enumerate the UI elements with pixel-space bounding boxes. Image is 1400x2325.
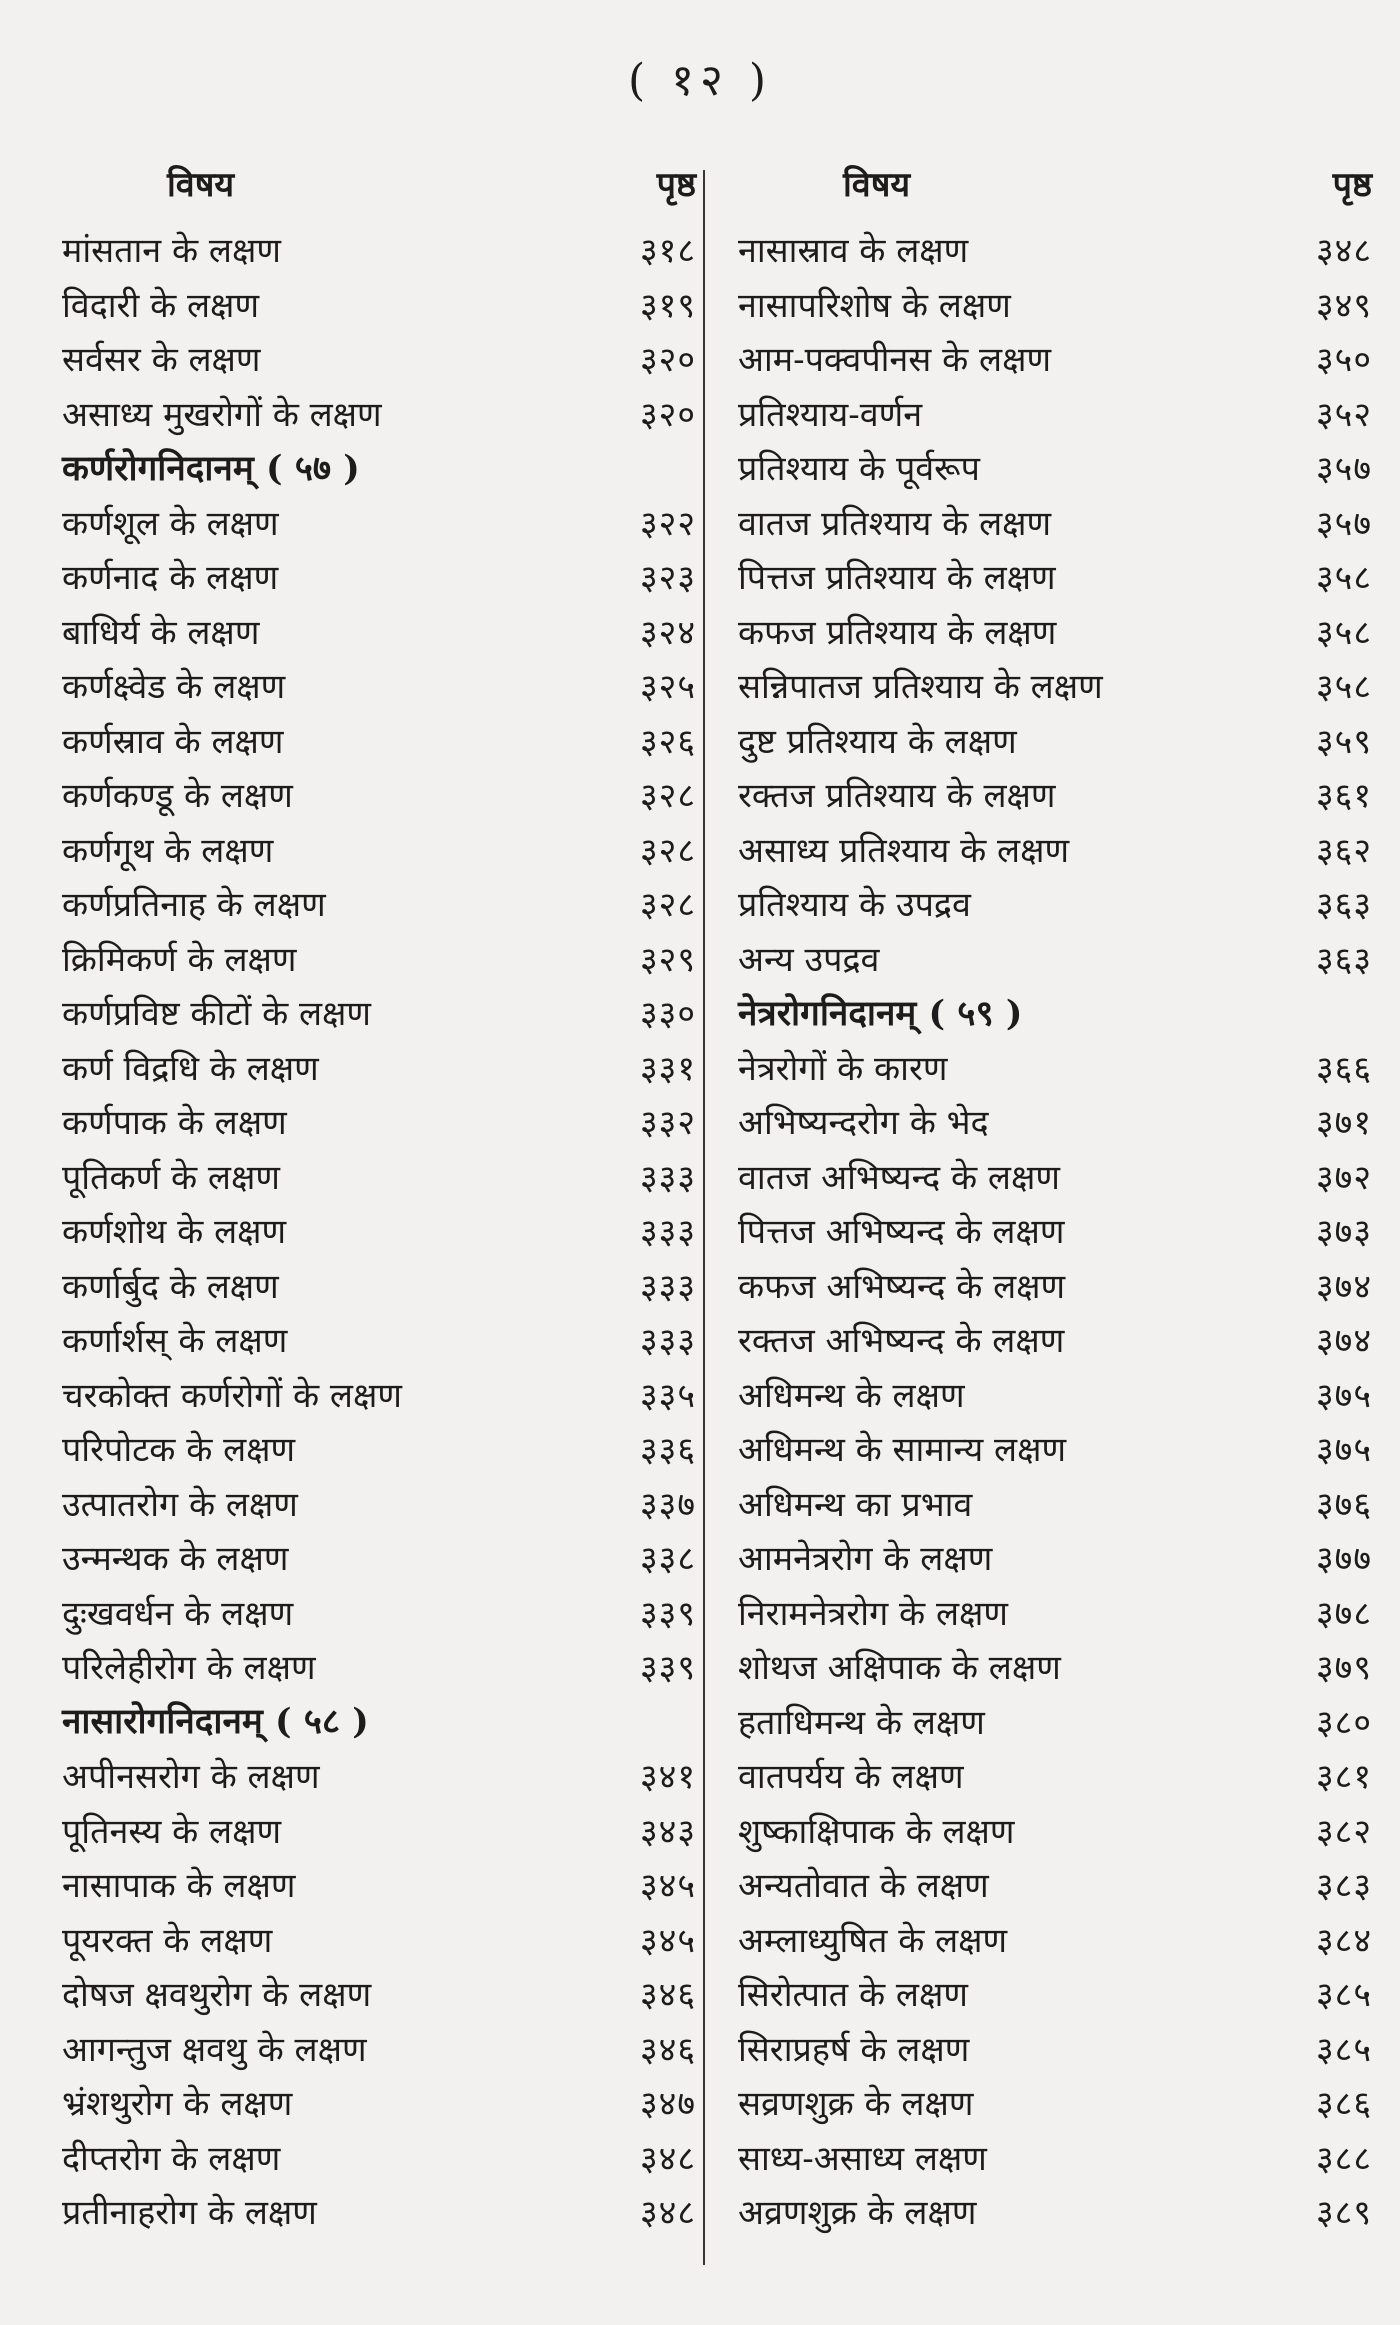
contents-entry (738, 658, 1378, 713)
entry-page-number: ३२८ (639, 885, 696, 926)
entry-title: कर्णशूल के लक्षण (62, 503, 279, 544)
contents-entry (62, 2075, 702, 2130)
entry-title: प्रतीनाहरोग के लक्षण (62, 2193, 317, 2234)
entry-title: निरामनेत्ररोग के लक्षण (738, 1593, 1008, 1634)
entry-page-number: ३४६ (639, 1975, 696, 2016)
contents-entry (62, 1748, 702, 1803)
contents-entry (738, 2184, 1378, 2239)
contents-entry (62, 931, 702, 986)
entry-page-number: ३४८ (1315, 231, 1372, 272)
entry-title: दीप्तरोग के लक्षण (62, 2138, 281, 2179)
contents-entry (62, 1803, 702, 1858)
contents-entry (62, 1966, 702, 2021)
contents-entry (738, 1476, 1378, 1531)
entry-title: कर्णनाद के लक्षण (62, 558, 279, 599)
entry-page-number: ३४७ (639, 2084, 696, 2125)
entry-page-number: ३३९ (639, 1593, 696, 1634)
contents-entry (62, 658, 702, 713)
entry-page-number: ३५८ (1315, 612, 1372, 653)
contents-entry (62, 876, 702, 931)
entry-page-number: ३५२ (1315, 394, 1372, 435)
entry-title: उत्पातरोग के लक्षण (62, 1484, 298, 1525)
entry-title: मांसतान के लक्षण (62, 231, 281, 272)
entry-title: अपीनसरोग के लक्षण (62, 1757, 320, 1798)
entry-title: कर्णार्बुद के लक्षण (62, 1266, 279, 1307)
entry-page-number: ३४६ (639, 2029, 696, 2070)
entry-title: विदारी के लक्षण (62, 285, 260, 326)
contents-entry (738, 1094, 1378, 1149)
entry-page-number: ३३३ (639, 1266, 696, 1307)
contents-entry (738, 1639, 1378, 1694)
contents-entry (62, 495, 702, 550)
entry-title: कर्णस्राव के लक्षण (62, 721, 284, 762)
right-column-header (738, 160, 1378, 222)
page-number: ( १२ ) (627, 55, 773, 106)
entry-title: कर्णप्रविष्ट कीटों के लक्षण (62, 994, 372, 1035)
entry-title: कर्णक्ष्वेड के लक्षण (62, 667, 286, 708)
contents-entry (738, 222, 1378, 277)
entry-title: हताधिमन्थ के लक्षण (738, 1702, 985, 1743)
entry-page-number: ३५८ (1315, 667, 1372, 708)
entry-title: कर्णशोथ के लक्षण (62, 1212, 287, 1253)
entry-title: सिराप्रहर्ष के लक्षण (738, 2029, 970, 2070)
entry-page-number: ३५० (1315, 340, 1372, 381)
entry-title: वातज प्रतिश्याय के लक्षण (738, 503, 1052, 544)
entry-title: नासापरिशोष के लक्षण (738, 285, 1011, 326)
column-divider (703, 170, 705, 2265)
entry-title: सन्निपातज प्रतिश्याय के लक्षण (738, 667, 1103, 708)
contents-entry (738, 2021, 1378, 2076)
entry-title: कर्णप्रतिनाह के लक्षण (62, 885, 326, 926)
entry-page-number: ३५९ (1315, 721, 1372, 762)
entry-page-number: ३७४ (1315, 1266, 1372, 1307)
entry-title: शुष्काक्षिपाक के लक्षण (738, 1811, 1015, 1852)
contents-entry (62, 1312, 702, 1367)
entry-page-number: ३२९ (639, 939, 696, 980)
entry-page-number: ३२५ (639, 667, 696, 708)
section-title: नासारोगनिदानम् ( ५८ ) (62, 1701, 369, 1743)
entry-title: कर्णपाक के लक्षण (62, 1103, 287, 1144)
entry-page-number: ३८५ (1315, 2029, 1372, 2070)
entry-title: दुष्ट प्रतिश्याय के लक्षण (738, 721, 1017, 762)
page-heading: पृष्ठ (1332, 165, 1372, 205)
entry-page-number: ३१९ (639, 285, 696, 326)
section-heading (738, 985, 1378, 1040)
entry-title: सिरोत्पात के लक्षण (738, 1975, 968, 2016)
entry-title: कर्णगूथ के लक्षण (62, 830, 274, 871)
contents-entry (62, 604, 702, 659)
entry-title: कफज प्रतिश्याय के लक्षण (738, 612, 1057, 653)
contents-entry (738, 1203, 1378, 1258)
entry-title: असाध्य प्रतिश्याय के लक्षण (738, 830, 1070, 871)
section-heading (62, 440, 702, 495)
entry-title: पूयरक्त के लक्षण (62, 1920, 273, 1961)
entry-title: आमनेत्ररोग के लक्षण (738, 1539, 993, 1580)
entry-title: शोथज अक्षिपाक के लक्षण (738, 1648, 1061, 1689)
page-heading: पृष्ठ (656, 165, 696, 205)
entry-title: अभिष्यन्दरोग के भेद (738, 1103, 989, 1144)
contents-entry (62, 1530, 702, 1585)
contents-entry (62, 985, 702, 1040)
contents-entry (62, 277, 702, 332)
contents-entry (738, 277, 1378, 332)
section-title: नेत्ररोगनिदानम् ( ५९ ) (738, 992, 1023, 1034)
entry-page-number: ३८२ (1315, 1811, 1372, 1852)
contents-entry (62, 549, 702, 604)
entry-page-number: ३४८ (639, 2193, 696, 2234)
entry-page-number: ३२८ (639, 776, 696, 817)
entry-title: अम्लाध्युषित के लक्षण (738, 1920, 1008, 1961)
entry-title: रक्तज प्रतिश्याय के लक्षण (738, 776, 1056, 817)
entry-title: अव्रणशुक्र के लक्षण (738, 2193, 977, 2234)
entry-title: पित्तज प्रतिश्याय के लक्षण (738, 558, 1056, 599)
entry-page-number: ३७८ (1315, 1593, 1372, 1634)
entry-title: साध्य-असाध्य लक्षण (738, 2138, 987, 2179)
contents-entry (738, 604, 1378, 659)
contents-entry (738, 386, 1378, 441)
entry-page-number: ३२६ (639, 721, 696, 762)
entry-page-number: ३७१ (1315, 1103, 1372, 1144)
contents-entry (738, 440, 1378, 495)
entry-page-number: ३२४ (639, 612, 696, 653)
entry-title: अधिमन्थ के लक्षण (738, 1375, 965, 1416)
section-title: कर्णरोगनिदानम् ( ५७ ) (62, 447, 360, 489)
entry-page-number: ३७७ (1315, 1539, 1372, 1580)
entry-title: वातज अभिष्यन्द के लक्षण (738, 1157, 1060, 1198)
contents-entry (738, 1857, 1378, 1912)
entry-page-number: ३५७ (1315, 449, 1372, 490)
entry-page-number: ३७३ (1315, 1212, 1372, 1253)
entry-page-number: ३३८ (639, 1539, 696, 1580)
entry-title: कफज अभिष्यन्द के लक्षण (738, 1266, 1066, 1307)
entry-title: उन्मन्थक के लक्षण (62, 1539, 289, 1580)
entry-page-number: ३८४ (1315, 1920, 1372, 1961)
entry-title: वातपर्यय के लक्षण (738, 1757, 964, 1798)
contents-entry (738, 713, 1378, 768)
contents-entry (738, 1258, 1378, 1313)
contents-entry (738, 1803, 1378, 1858)
contents-entry (62, 1421, 702, 1476)
entry-page-number: ३३० (639, 994, 696, 1035)
contents-entry (62, 1040, 702, 1095)
entry-page-number: ३४८ (639, 2138, 696, 2179)
entry-title: कर्णार्शस् के लक्षण (62, 1321, 288, 1362)
entry-title: प्रतिश्याय-वर्णन (738, 394, 923, 435)
contents-entry (738, 822, 1378, 877)
entry-page-number: ३४१ (639, 1757, 696, 1798)
entry-title: असाध्य मुखरोगों के लक्षण (62, 394, 382, 435)
contents-entry (62, 331, 702, 386)
entry-page-number: ३८० (1315, 1702, 1372, 1743)
entry-title: दोषज क्षवथुरोग के लक्षण (62, 1975, 372, 2016)
contents-entry (62, 1367, 702, 1422)
entry-title: अधिमन्थ के सामान्य लक्षण (738, 1430, 1067, 1471)
contents-entry (738, 1748, 1378, 1803)
entry-page-number: ३२० (639, 394, 696, 435)
entry-page-number: ३३३ (639, 1212, 696, 1253)
entry-page-number: ३५७ (1315, 503, 1372, 544)
entry-page-number: ३७५ (1315, 1375, 1372, 1416)
right-contents-list (738, 222, 1378, 2239)
contents-entry (738, 2075, 1378, 2130)
entry-page-number: ३३२ (639, 1103, 696, 1144)
entry-page-number: ३६३ (1315, 939, 1372, 980)
entry-page-number: ३४९ (1315, 285, 1372, 326)
contents-entry (738, 549, 1378, 604)
entry-page-number: ३२२ (639, 503, 696, 544)
contents-entry (62, 1585, 702, 1640)
contents-entry (62, 1857, 702, 1912)
entry-page-number: ३८६ (1315, 2084, 1372, 2125)
entry-page-number: ३२३ (639, 558, 696, 599)
entry-title: परिलेहीरोग के लक्षण (62, 1648, 316, 1689)
entry-title: रक्तज अभिष्यन्द के लक्षण (738, 1321, 1065, 1362)
contents-entry (738, 1966, 1378, 2021)
entry-page-number: ३६२ (1315, 830, 1372, 871)
entry-title: आम-पक्वपीनस के लक्षण (738, 340, 1052, 381)
entry-page-number: ३२८ (639, 830, 696, 871)
entry-page-number: ३६३ (1315, 885, 1372, 926)
entry-page-number: ३७२ (1315, 1157, 1372, 1198)
contents-entry (738, 331, 1378, 386)
entry-title: आगन्तुज क्षवथु के लक्षण (62, 2029, 367, 2070)
entry-title: क्रिमिकर्ण के लक्षण (62, 939, 297, 980)
entry-title: चरकोक्त कर्णरोगों के लक्षण (62, 1375, 402, 1416)
entry-page-number: ३८३ (1315, 1866, 1372, 1907)
subject-heading: विषय (167, 165, 235, 205)
entry-page-number: ३३१ (639, 1048, 696, 1089)
entry-page-number: ३८५ (1315, 1975, 1372, 2016)
entry-page-number: ३३९ (639, 1648, 696, 1689)
entry-title: सव्रणशुक्र के लक्षण (738, 2084, 974, 2125)
contents-entry (738, 1585, 1378, 1640)
entry-page-number: ३४५ (639, 1920, 696, 1961)
contents-entry (738, 1421, 1378, 1476)
entry-title: नेत्ररोगों के कारण (738, 1048, 948, 1089)
entry-page-number: ३५८ (1315, 558, 1372, 599)
contents-entry (62, 1203, 702, 1258)
entry-title: पूतिनस्य के लक्षण (62, 1811, 282, 1852)
entry-page-number: ३७९ (1315, 1648, 1372, 1689)
contents-entry (62, 222, 702, 277)
entry-title: प्रतिश्याय के पूर्वरूप (738, 449, 980, 490)
entry-title: सर्वसर के लक्षण (62, 340, 261, 381)
entry-page-number: ३२० (639, 340, 696, 381)
contents-entry (62, 767, 702, 822)
entry-page-number: ३८८ (1315, 2138, 1372, 2179)
contents-entry (738, 876, 1378, 931)
entry-title: पित्तज अभिष्यन्द के लक्षण (738, 1212, 1065, 1253)
entry-title: भ्रंशथुरोग के लक्षण (62, 2084, 293, 2125)
entry-title: अन्यतोवात के लक्षण (738, 1866, 989, 1907)
contents-entry (62, 822, 702, 877)
section-heading (62, 1694, 702, 1749)
entry-page-number: ३४५ (639, 1866, 696, 1907)
entry-title: परिपोटक के लक्षण (62, 1430, 296, 1471)
contents-entry (738, 1912, 1378, 1967)
right-column (738, 160, 1378, 2239)
contents-entry (738, 2130, 1378, 2185)
entry-page-number: ३१८ (639, 231, 696, 272)
contents-entry (62, 2184, 702, 2239)
contents-entry (62, 1149, 702, 1204)
entry-page-number: ३८९ (1315, 2193, 1372, 2234)
entry-page-number: ३३७ (639, 1484, 696, 1525)
entry-title: नासास्राव के लक्षण (738, 231, 969, 272)
entry-page-number: ३४३ (639, 1811, 696, 1852)
contents-entry (62, 386, 702, 441)
entry-title: प्रतिश्याय के उपद्रव (738, 885, 971, 926)
contents-entry (62, 713, 702, 768)
subject-heading: विषय (843, 165, 911, 205)
left-column (62, 160, 702, 2239)
entry-title: अन्य उपद्रव (738, 939, 880, 980)
entry-page-number: ३३६ (639, 1430, 696, 1471)
entry-page-number: ३३३ (639, 1157, 696, 1198)
entry-page-number: ३७५ (1315, 1430, 1372, 1471)
entry-page-number: ३३३ (639, 1321, 696, 1362)
entry-page-number: ३३५ (639, 1375, 696, 1416)
entry-title: कर्ण विद्रधि के लक्षण (62, 1048, 319, 1089)
contents-entry (738, 1694, 1378, 1749)
contents-entry (738, 931, 1378, 986)
entry-page-number: ३७६ (1315, 1484, 1372, 1525)
entry-page-number: ३६६ (1315, 1048, 1372, 1089)
contents-entry (62, 2021, 702, 2076)
left-column-header (62, 160, 702, 222)
contents-entry (62, 1476, 702, 1531)
entry-page-number: ३७४ (1315, 1321, 1372, 1362)
left-contents-list (62, 222, 702, 2239)
entry-title: पूतिकर्ण के लक्षण (62, 1157, 280, 1198)
contents-entry (738, 1367, 1378, 1422)
entry-title: नासापाक के लक्षण (62, 1866, 296, 1907)
contents-entry (62, 2130, 702, 2185)
contents-entry (738, 767, 1378, 822)
contents-entry (62, 1912, 702, 1967)
entry-title: बाधिर्य के लक्षण (62, 612, 260, 653)
entry-title: कर्णकण्डू के लक्षण (62, 776, 293, 817)
contents-entry (738, 1149, 1378, 1204)
entry-page-number: ३६१ (1315, 776, 1372, 817)
contents-entry (62, 1094, 702, 1149)
entry-title: दुःखवर्धन के लक्षण (62, 1593, 294, 1634)
contents-entry (738, 1530, 1378, 1585)
entry-title: अधिमन्थ का प्रभाव (738, 1484, 973, 1525)
contents-entry (62, 1258, 702, 1313)
contents-entry (738, 1312, 1378, 1367)
contents-entry (738, 1040, 1378, 1095)
contents-entry (738, 495, 1378, 550)
contents-entry (62, 1639, 702, 1694)
entry-page-number: ३८१ (1315, 1757, 1372, 1798)
